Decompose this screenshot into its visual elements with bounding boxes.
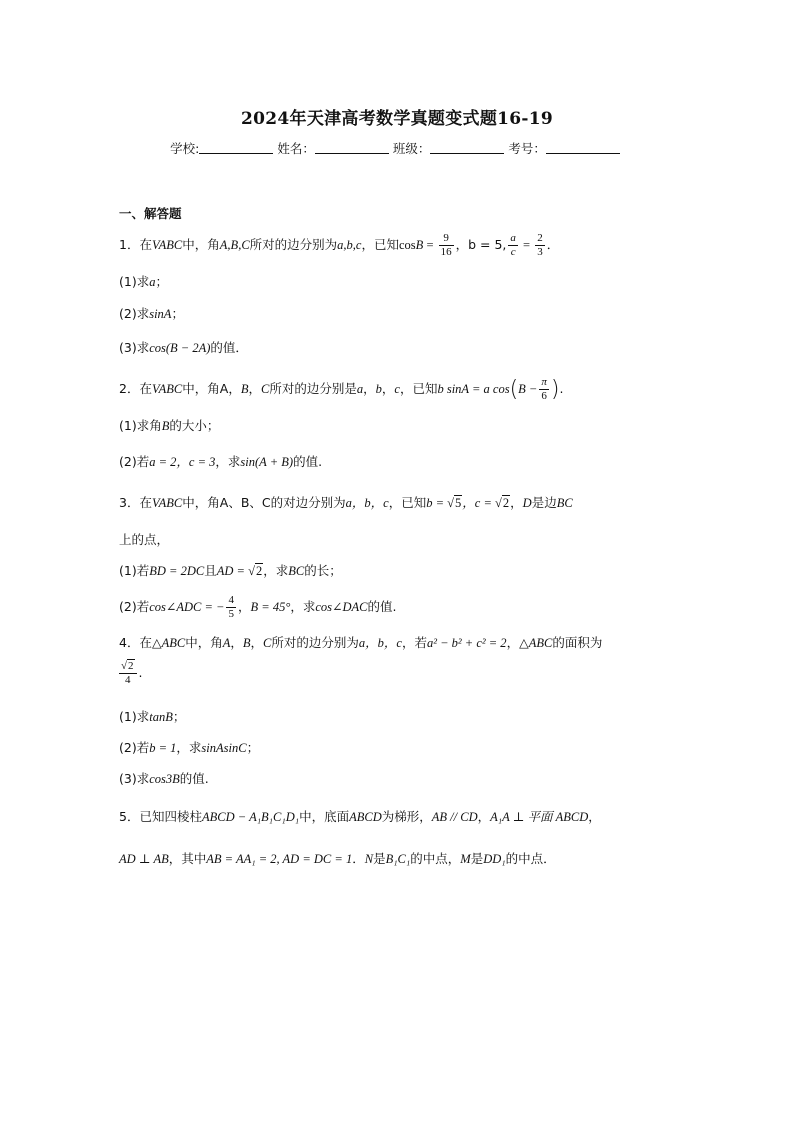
q2-left-paren: ( [509, 377, 519, 402]
q4-p2-text: ； [246, 740, 260, 755]
q1-ratio-fraction [508, 232, 518, 259]
q4-p3-expr: cos3B [149, 772, 180, 786]
q5-point-m: M [460, 852, 471, 866]
q1-p1-var: a [149, 275, 156, 289]
q3-p1-condition: BD = 2DC [149, 564, 205, 578]
q3-point-d: D [522, 496, 532, 510]
q4-text: 所对的边分别为 [271, 635, 359, 650]
q4-text: ， [230, 635, 243, 650]
q4-p2-text: ，求 [176, 740, 202, 755]
q4-p2-condition: b = 1 [149, 741, 177, 755]
q5-prism: ABCD − A₁B₁C₁D₁ [201, 810, 300, 824]
q3-side-bc: BC [556, 496, 573, 510]
q1-text: ． [546, 237, 560, 252]
q4-angle-a: A [222, 636, 231, 650]
q4-p1-expr: tanB [149, 710, 173, 724]
q3-p2-fraction [226, 594, 236, 621]
q4-p3-text: 的值. [179, 771, 209, 786]
q5-stem [119, 807, 601, 825]
q3-p1-ad: AD = [216, 564, 249, 578]
q1-part-1 [119, 272, 168, 290]
q3-c-sqrt: √2 [495, 496, 510, 510]
q3-p1-text: 的长； [304, 563, 342, 578]
q4-text: ，若 [401, 635, 427, 650]
q4-part-1 [119, 707, 185, 725]
q3-p1-var: BC [288, 564, 305, 578]
q3-stem [119, 493, 573, 511]
q4-p2-expr: sinAsinC [201, 741, 247, 755]
q3-text: 是边 [531, 495, 557, 510]
q1-cos: cos [399, 238, 416, 252]
school-blank[interactable] [199, 141, 273, 154]
q4-text: ， [506, 635, 520, 650]
q3-p2-den: 5 [228, 608, 234, 620]
q5-text: 5．已知四棱柱 [119, 809, 202, 824]
q4-sides: a，b，c [358, 636, 402, 650]
q2-text: ，已知 [399, 381, 438, 396]
q1-p2-expr: sinA [149, 307, 172, 321]
class-blank[interactable] [430, 141, 504, 154]
q4-p3-text: (3)求 [119, 771, 150, 786]
q4-triangle: △ABC [519, 636, 553, 650]
q4-text: ， [250, 635, 264, 650]
q1-p3-text: (3)求 [119, 340, 150, 355]
q4-part-2 [119, 738, 259, 756]
q2-p2-text: ，求 [215, 454, 241, 469]
class-label: 班级： [392, 141, 431, 156]
q3-b-eq: b = [426, 496, 448, 510]
q2-text: ， [248, 381, 261, 396]
q3-p2-text: 的值. [367, 599, 397, 614]
q4-area-num: √2 [119, 660, 137, 674]
name-label: 姓名： [277, 141, 315, 156]
q1-p3-text: 的值． [210, 340, 248, 355]
q2-text: 所对的边分别是 [269, 381, 357, 396]
q1-cos-den: 16 [440, 246, 452, 258]
q1-p1-text: ； [155, 274, 168, 289]
q3-text: 中，角A、B、C的对边分别为 [182, 495, 346, 510]
q2-p1-text: (1)求角 [119, 418, 162, 433]
q5-point-n: N [364, 852, 374, 866]
q5-text: 是 [470, 851, 484, 866]
section-heading: 一、解答题 [119, 206, 182, 221]
q3-p2-text: (2)若 [119, 599, 150, 614]
q1-cos-fraction [439, 232, 454, 259]
q2-text: ， [363, 381, 376, 396]
q3-p2-expr: cos∠DAC [315, 600, 368, 614]
q1-eq: = [519, 238, 534, 252]
q1-p3-expr: cos(B − 2A) [149, 341, 211, 355]
q2-pi-num: π [541, 376, 547, 388]
q1-p2-text: ； [171, 306, 184, 321]
q5-stem-line-2 [119, 849, 556, 867]
q4-p1-text: (1)求 [119, 709, 150, 724]
q4-text: 的面积为 [552, 635, 603, 650]
q1-cos-var: B [415, 238, 424, 252]
name-blank[interactable] [315, 141, 389, 154]
exam-no-blank[interactable] [546, 141, 620, 154]
q2-angle-b: B [240, 382, 249, 396]
q2-text: . [559, 381, 564, 396]
q2-angle-c: C [261, 382, 270, 396]
q4-text: 4．在 [119, 635, 152, 650]
q3-b-sqrt: √5 [447, 496, 462, 510]
q2-triangle: VABC [151, 382, 183, 396]
q1-text: 1．在 [119, 237, 152, 252]
q5-text: ． [352, 851, 365, 866]
q3-p2-num: 4 [228, 594, 234, 606]
q5-segment-b1c1: B₁C₁ [385, 852, 411, 866]
q5-ad-perp: AD ⊥ AB [119, 852, 169, 866]
q2-text: 中，角A， [182, 381, 241, 396]
q2-p2-expr: sin(A + B) [240, 455, 294, 469]
q2-side-c: c [394, 382, 400, 396]
q2-part-2 [119, 452, 322, 470]
q2-side-b: b [375, 382, 382, 396]
q1-ratio-den: c [510, 246, 516, 258]
q3-p2-cos: cos∠ADC = − [149, 600, 225, 614]
q3-p2-angle: B = 45° [250, 600, 291, 614]
q4-triangle: △ABC [151, 636, 186, 650]
q4-p2-text: (2)若 [119, 740, 150, 755]
q3-p1-sqrt: √2 [248, 564, 263, 578]
q3-text: 3．在 [119, 495, 152, 510]
q2-pi-fraction [539, 376, 549, 403]
q1-cos-num: 9 [439, 232, 454, 246]
q4-angle-b: B [242, 636, 251, 650]
student-info-line [0, 139, 794, 157]
q5-text: ， [477, 809, 491, 824]
q5-text: 中，底面 [299, 809, 350, 824]
q3-part-1 [119, 561, 342, 579]
q1-stem [119, 232, 559, 259]
q5-text: ，其中 [168, 851, 207, 866]
q5-parallel: AB // CD [431, 810, 478, 824]
q4-area-den: 4 [125, 674, 131, 686]
q3-text: ，已知 [388, 495, 427, 510]
q5-text: ， [588, 809, 601, 824]
q5-perpendicular: A₁A ⊥ 平面 ABCD [490, 810, 589, 824]
q1-ratio-value-num: 2 [537, 232, 543, 244]
q3-sides: a，b，c [345, 496, 389, 510]
q4-condition: a² − b² + c² = 2 [426, 636, 507, 650]
q5-text: 的中点， [410, 851, 461, 866]
q2-p1-text: 的大小； [169, 418, 220, 433]
q3-text: ， [510, 495, 523, 510]
page-title: 2024年天津高考数学真题变式题16-19 [241, 109, 553, 129]
q4-part-3 [119, 769, 209, 787]
q3-p1-text: ，求 [263, 563, 289, 578]
q5-text: 的中点． [505, 851, 556, 866]
q2-text: 2．在 [119, 381, 152, 396]
q3-c-eq: ，c = [462, 496, 496, 510]
q2-text: ， [381, 381, 395, 396]
q1-b-value: ，b = 5, [455, 237, 507, 252]
school-label: 学校: [170, 141, 200, 156]
q4-p1-text: ； [172, 709, 186, 724]
exam-no-label: 考号： [508, 141, 546, 156]
q2-pi-den: 6 [541, 390, 547, 402]
q3-p2-text: ，求 [290, 599, 316, 614]
q1-p2-text: (2)求 [119, 306, 150, 321]
q1-ratio-value [535, 232, 545, 259]
q3-stem-line-2: 上的点， [119, 532, 170, 547]
q4-text: . [138, 665, 143, 680]
q2-p1-var: B [161, 419, 170, 433]
q5-base: ABCD [349, 810, 382, 824]
q1-text: 中，角 [182, 237, 220, 252]
q5-segment-dd1: DD₁ [483, 852, 506, 866]
q4-angle-c: C [263, 636, 272, 650]
q2-inner: B − [518, 382, 538, 396]
q3-part-2 [119, 594, 396, 621]
q2-side-a: a [356, 382, 364, 396]
q3-triangle: VABC [151, 496, 183, 510]
q4-stem [119, 633, 602, 651]
q3-p1-text: 且 [204, 563, 217, 578]
q4-area-radicand: 2 [128, 660, 134, 672]
q2-p2-text: (2)若 [119, 454, 150, 469]
q2-part-1 [119, 416, 219, 434]
q5-text: 为梯形， [381, 809, 432, 824]
q1-part-2 [119, 304, 184, 322]
q1-text: 所对的边分别为 [249, 237, 338, 252]
q3-c-radicand: 2 [502, 496, 510, 510]
q1-text: ，已知 [361, 237, 399, 252]
q2-stem [119, 376, 563, 403]
q1-eq: = [423, 238, 437, 252]
q3-p2-text: ， [237, 599, 251, 614]
q4-area-fraction [119, 660, 137, 687]
q2-p2-text: 的值. [293, 454, 323, 469]
q1-ratio-value-den: 3 [537, 246, 543, 258]
q4-area-value [119, 660, 143, 687]
q1-ratio-num: a [510, 232, 516, 244]
q1-sides: a,b,c [337, 238, 362, 252]
q2-p2-condition: a = 2，c = 3 [149, 455, 216, 469]
q5-lengths: AB = AA₁ = 2, AD = DC = 1 [206, 852, 353, 866]
q3-p1-text: (1)若 [119, 563, 150, 578]
q1-p1-text: (1)求 [119, 274, 150, 289]
q4-text: 中，角 [185, 635, 223, 650]
q1-part-3 [119, 338, 248, 356]
q5-text: 是 [373, 851, 386, 866]
q1-triangle: VABC [151, 238, 183, 252]
q3-b-radicand: 5 [455, 496, 462, 510]
q2-condition: b sinA = a cos [437, 382, 510, 396]
q1-angles: A,B,C [219, 238, 250, 252]
q3-p1-radicand: 2 [255, 564, 263, 578]
q2-right-paren: ) [550, 377, 560, 402]
